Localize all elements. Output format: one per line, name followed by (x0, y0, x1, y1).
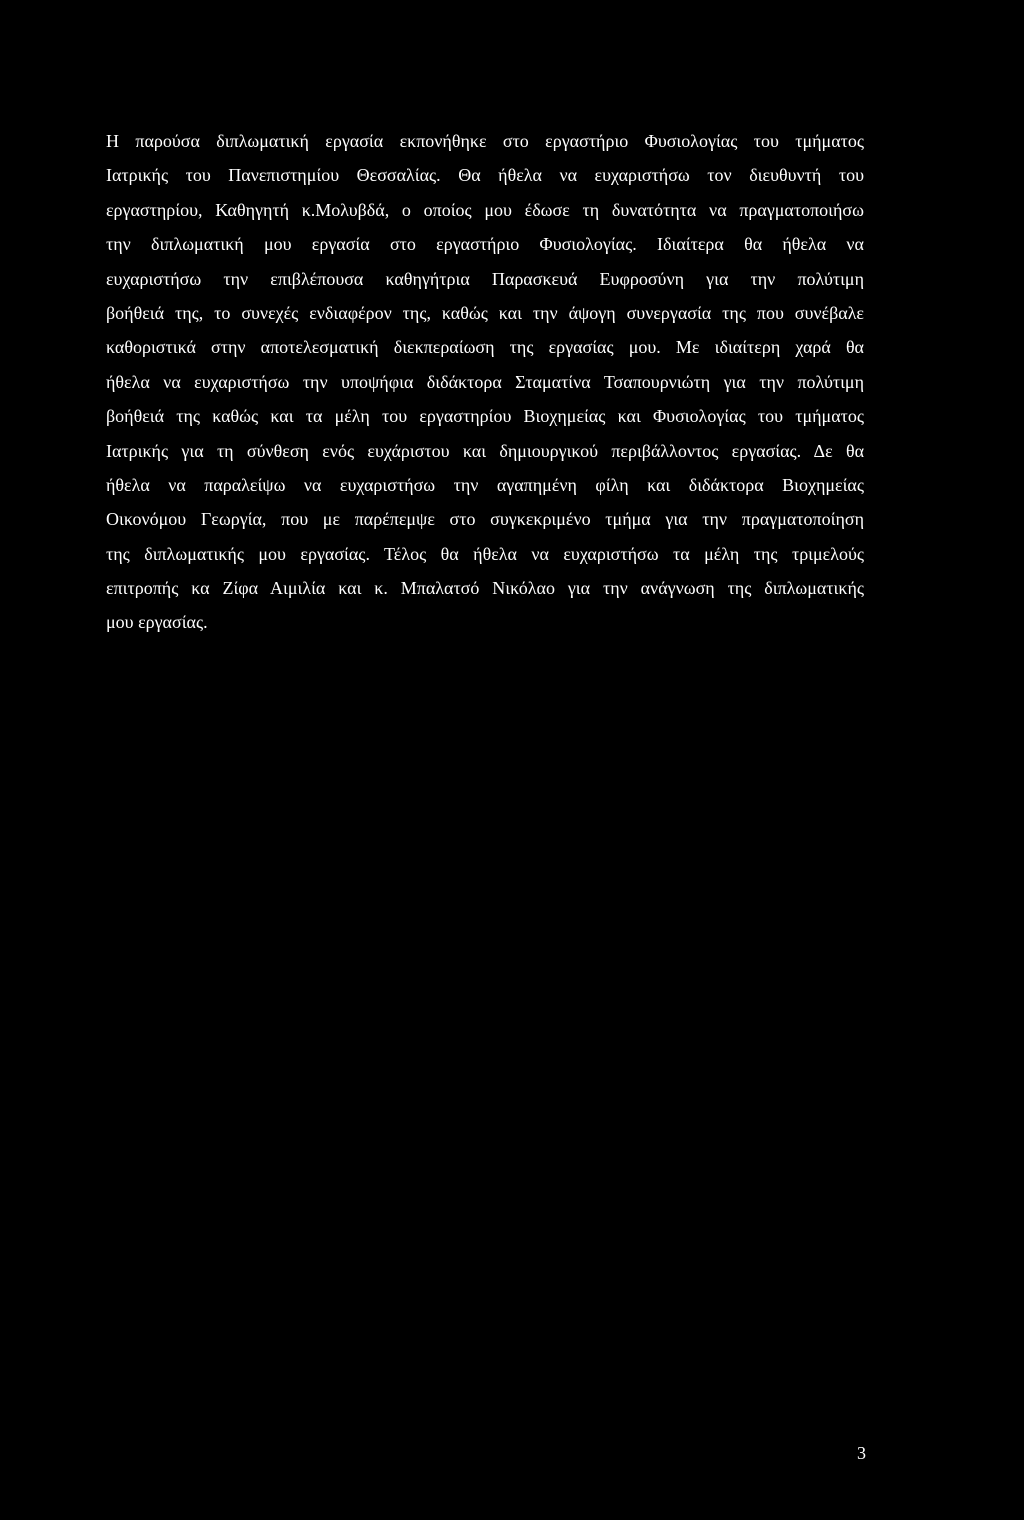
paragraph-line: επιτροπής κα Ζίφα Αιμιλία και κ. Μπαλατσό Νικόλαο για την ανάγνωση της διπλωματικής (106, 578, 864, 599)
paragraph-line: την διπλωματική μου εργασία στο εργαστήριο Φυσιολογίας. Ιδιαίτερα θα ήθελα να (106, 234, 864, 255)
paragraph-line: ευχαριστήσω την επιβλέπουσα καθηγήτρια Παρασκευά Ευφροσύνη για την πολύτιμη (106, 268, 864, 289)
paragraph-line: εργαστηρίου, Καθηγητή κ.Μολυβδά, ο οποίος μου έδωσε τη δυνατότητα να πραγματοποιήσω (106, 199, 864, 220)
paragraph-line: Ιατρικής για τη σύνθεση ενός ευχάριστου και δημιουργικού περιβάλλοντος εργασίας. Δε θα (106, 440, 864, 461)
paragraph-line: της διπλωματικής μου εργασίας. Τέλος θα ήθελα να ευχαριστήσω τα μέλη της τριμελούς (106, 543, 864, 564)
paragraph-line: βοήθειά της, το συνεχές ενδιαφέρον της, καθώς και την άψογη συνεργασία της που συνέβαλε (106, 302, 864, 323)
paragraph-line: ήθελα να ευχαριστήσω την υποψήφια διδάκτορα Σταματίνα Τσαπουρνιώτη για την πολύτιμη (106, 371, 864, 392)
paragraph-line: Ιατρικής του Πανεπιστημίου Θεσσαλίας. Θα ήθελα να ευχαριστήσω τον διευθυντή του (106, 165, 864, 186)
paragraph-line: Οικονόμου Γεωργία, που με παρέπεμψε στο συγκεκριμένο τμήμα για την πραγματοποίηση (106, 509, 864, 530)
page-number: 3 (857, 1443, 866, 1463)
paragraph-line: καθοριστικά στην αποτελεσματική διεκπεραίωση της εργασίας μου. Με ιδιαίτερη χαρά θα (106, 337, 864, 358)
paragraph-line: μου εργασίας. (106, 612, 208, 633)
paragraph-line: βοήθειά της καθώς και τα μέλη του εργαστηρίου Βιοχημείας και Φυσιολογίας του τμήματος (106, 406, 864, 427)
paragraph-line: Η παρούσα διπλωματική εργασία εκπονήθηκε στο εργαστήριο Φυσιολογίας του τμήματος (106, 131, 864, 151)
acknowledgements-paragraph (106, 124, 864, 640)
paragraph-line: ήθελα να παραλείψω να ευχαριστήσω την αγαπημένη φίλη και διδάκτορα Βιοχημείας (106, 474, 864, 495)
